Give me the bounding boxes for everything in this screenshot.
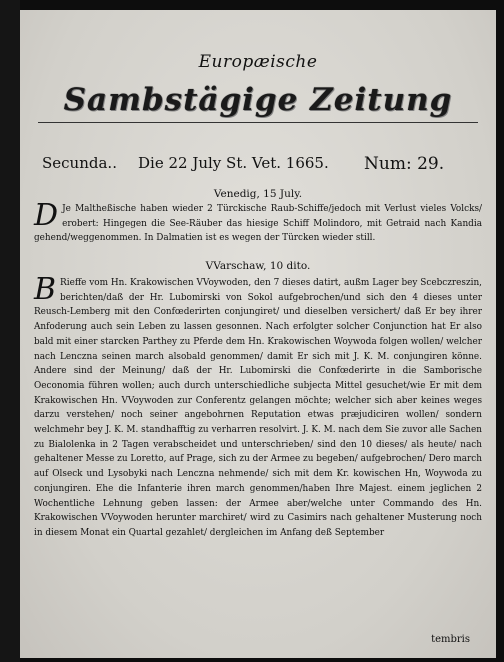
masthead-line-1: Europæische	[198, 52, 318, 72]
masthead-rule	[38, 122, 478, 123]
issue-date: Die 22 July St. Vet. 1665.	[138, 154, 329, 172]
article-heading-venedig: Venedig, 15 July.	[213, 188, 303, 200]
catchword: tembris	[431, 634, 470, 645]
article-text: Rieffe vom Hn. Krakowischen VVoywoden, den 7 dieses datirt, außm Lager bey Scebczreszin, berichten/daß der Hr. Lubomirski von Sokol aufgebrochen/und sich den 4 dieses unter Reusch-Lemberg mit den Confœderirten conjungiret/ und dieselben versichert/ daß Er bey ihrer Anfoderung auch sein Leben zu lassen gesonnen. Nach erfolgter solcher Conjunction hat Er also bald mit einer starcken Parthey zu Pferde dem Hn. Krakowischen Woywoda folgen wollen/ welcher nach Lenczna seinen march alsobald genommen/ damit Er sich mit J. K. M. conjungiren könne. Andere sind der Meinung/ daß der Hr. Lubomirski die Confœderirte in die Samborische Oeconomia führen wollen; auch durch unterschiedliche subjecta Mittel gesuchet/wie Er mit dem Krakowischen Hn. VVoywoden zur Conferentz gelangen möchte; welcher sich aber keines weges darzu verstehen/ noch seiner angebohrnen Reputation etwas præjudiciren wollen/ sondern welchmehr bey J. K. M. standhafftig zu verharren resolvirt. J. K. M. nach dem Sie zuvor alle Sachen zu Bialolenka in 2 Tagen verabscheidet und unterschrieben/ sind den 10 dieses/ als heute/ nach gehaltener Messe zu Loretto, auf Prage, sich zu der Armee zu begeben/ aufgebrochen/ Dero march auf Olseck und Lysobyki nach Lenczna nehmende/ sich mit dem Kr. kowischen Hn, Woywoda zu conjungiren. Ehe die Infanterie ihren march genommen/haben Ihre Majest. einem jeglichen 2 Wochentliche Lehnung geben lassen: der Armee aber/welche unter Commando des Hn. Krakowischen VVoywoden herunter marchiret/ wird zu Casimirs nach gehaltener Musterung noch in diesem Monat ein Quartal gezahlet/ dergleichen im Anfang deß September	[34, 278, 482, 538]
article-text: Je Maltheßische haben wieder 2 Türckische Raub-Schiffe/jedoch mit Verlust vieles Volcks/ erobert: Hingegen die See-Räuber das hiesige Schiff Molindoro, mit Getraid nach Kandia gehend/weggenommen. In Dalmatien ist es wegen der Türcken wieder still.	[34, 204, 482, 244]
masthead-title: Sambstägige Zeitung	[63, 82, 453, 118]
newspaper-page	[20, 10, 496, 658]
dropcap: D	[34, 198, 59, 233]
article-venedig	[34, 198, 482, 246]
scan-edge	[0, 0, 20, 662]
article-heading-warschaw: VVarschaw, 10 dito.	[205, 260, 311, 272]
dropcap: B	[34, 272, 57, 307]
issue-number: Num: 29.	[364, 154, 445, 174]
article-warschaw	[34, 272, 482, 541]
issue-label: Secunda..	[42, 154, 117, 172]
